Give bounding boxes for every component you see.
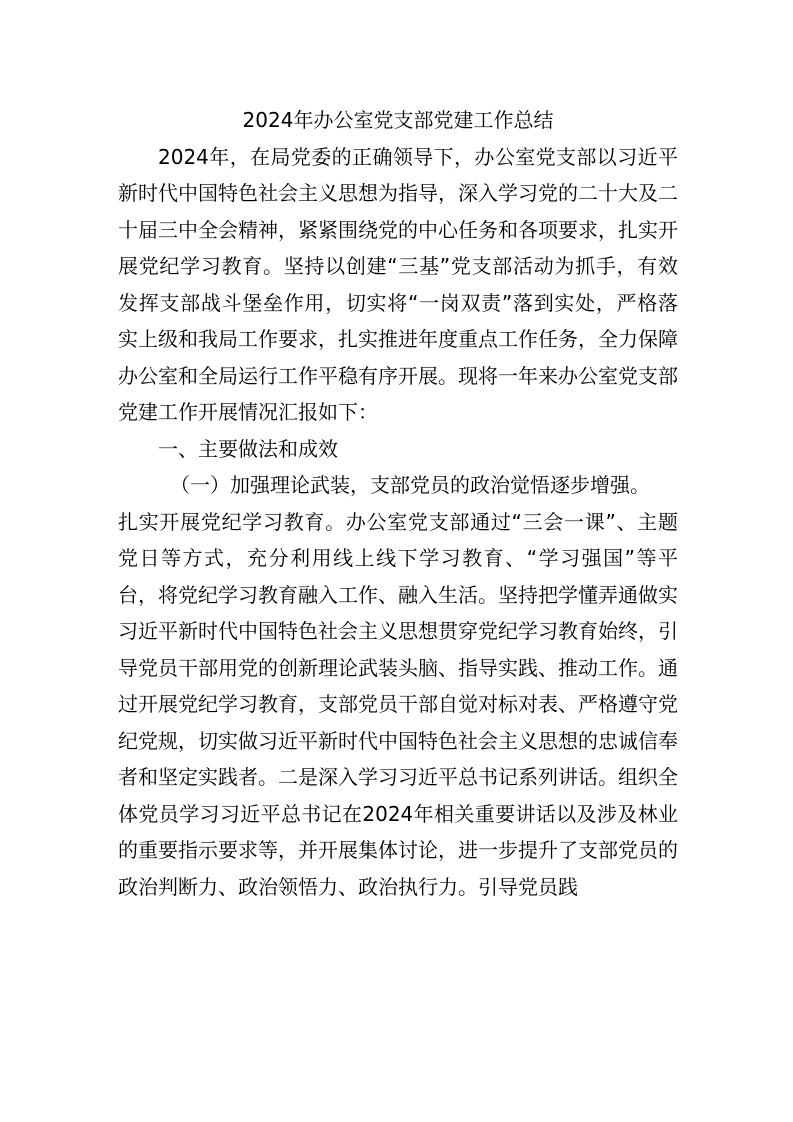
section-heading-main-practices: 一、主要做法和成效	[158, 436, 338, 461]
subsection-heading-theory: （一）加强理论武装，支部党员的政治觉悟逐步增强。	[170, 473, 650, 497]
document-body	[118, 102, 678, 905]
document-title: 2024年办公室党支部党建工作总结	[242, 108, 554, 132]
intro-paragraph: 2024年，在局党委的正确领导下，办公室党支部以习近平新时代中国特色社会主义思想为指导，深入学习党的二十大及二十届三中全会精神，紧紧围绕党的中心任务和各项要求，扎实开展党纪学习教育。坚持以创建“三基”党支部活动为抓手，有效发挥支部战斗堡垒作用，切实将“一岗双责”落到实处，严格落实上级和我局工作要求，扎实推进年度重点工作任务，全力保障办公室和全局运行工作平稳有序开展。现将一年来办公室党支部党建工作开展情况汇报如下：	[118, 144, 678, 424]
subsection-body-paragraph: 扎实开展党纪学习教育。办公室党支部通过“三会一课”、主题党日等方式，充分利用线上线下学习教育、“学习强国”等平台，将党纪学习教育融入工作、融入生活。坚持把学懂弄通做实习近平新时代中国特色社会主义思想贯穿党纪学习教育始终，引导党员干部用党的创新理论武装头脑、指导实践、推动工作。通过开展党纪学习教育，支部党员干部自觉对标对表、严格遵守党纪党规，切实做习近平新时代中国特色社会主义思想的忠诚信奉者和坚定实践者。二是深入学习习近平总书记系列讲话。组织全体党员学习习近平总书记在2024年相关重要讲话以及涉及林业的重要指示要求等，并开展集体讨论，进一步提升了支部党员的政治判断力、政治领悟力、政治执行力。引导党员践	[118, 509, 678, 899]
